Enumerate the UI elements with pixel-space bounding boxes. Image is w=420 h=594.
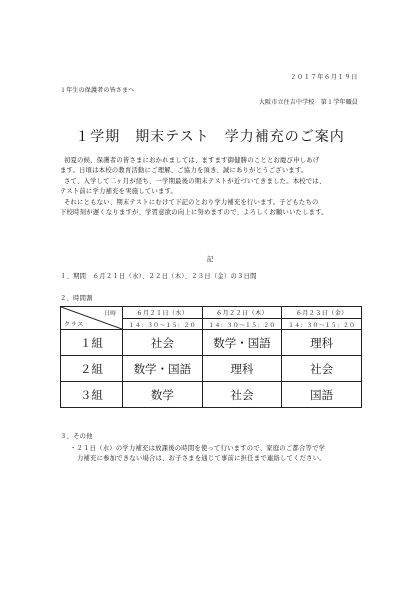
paragraph-greeting [60, 156, 328, 218]
note-line: 力補充に参加できない場合は、お子さまを通じて事前に担任まで連絡してください。 [77, 455, 326, 463]
time-header: １４：３０〜１５：２０ [202, 319, 282, 330]
ki-heading: 記 [206, 255, 214, 263]
table-row [61, 382, 362, 408]
paragraph-line: ます。日頃は本校の教育活動にご理解、ご協力を頂き、誠にありがとうございます。 [60, 167, 308, 175]
table-row [61, 330, 362, 356]
subject-cell: 数学 [123, 382, 203, 408]
subject-cell: 社会 [123, 330, 203, 356]
class-cell: １組 [61, 330, 123, 356]
schedule-table [60, 306, 362, 408]
table-row [61, 356, 362, 382]
subject-cell: 数学・国語 [202, 330, 282, 356]
subject-cell: 理科 [282, 330, 362, 356]
date-header: ６月２２日（木） [202, 307, 282, 319]
subject-cell: 社会 [282, 356, 362, 382]
subject-cell: 数学・国語 [123, 356, 203, 382]
paragraph-line: 下校時刻が遅くなりますが、学習意欲の向上に努めますので、よろしくお願いいたします。 [60, 209, 328, 217]
recipient-line: １年生の保護者の皆さまへ [60, 87, 135, 94]
page-title: １学期 期末テスト 学力補充のご案内 [75, 129, 345, 145]
note-line: ・２１日（水）の学力補充は放課後の時間を使って行いますので、家庭のご都合等で学 [70, 445, 326, 452]
letter-date: ２０１７年６月１９日 [290, 74, 358, 81]
corner-label-datetime: 日時 [104, 311, 116, 317]
subject-cell: 社会 [202, 382, 282, 408]
class-cell: ３組 [61, 382, 123, 408]
subject-cell: 国語 [282, 382, 362, 408]
corner-label-class: クラス [64, 322, 85, 328]
date-header: ６月２１日（水） [123, 307, 203, 319]
paragraph-line: さて、入学して二ヶ月が経ち、一学期最後の期末テストが近づいてきました。本校では、 [64, 177, 326, 185]
time-header: １４：３０〜１５：２０ [123, 319, 203, 330]
class-cell: ２組 [61, 356, 123, 382]
paragraph-line: それにともない、期末テストにむけて下記のとおり学力補充を行います。子どもたちの [64, 198, 319, 206]
section-period: １、期間 ６月２１日（水）、２２日（木）、２３日（金）の３日間 [60, 273, 257, 280]
section-other-heading: ３、その他 [60, 433, 93, 440]
paragraph-line: テスト前に学力補充を実施しています。 [60, 188, 178, 196]
time-header: １４：３０〜１５：２０ [282, 319, 362, 330]
paragraph-line: 初夏の候、保護者の皆さまにおかれましては、ますます御健勝のこととお慶び申しあげ [64, 157, 320, 164]
date-header: ６月２３日（金） [282, 307, 362, 319]
table-corner-cell [61, 307, 123, 330]
subject-cell: 理科 [202, 356, 282, 382]
note-block [70, 444, 326, 465]
section-schedule-heading: ２、時間割 [60, 295, 93, 302]
sender-line: 大阪市立住吉中学校 第１学年職員 [258, 99, 358, 106]
